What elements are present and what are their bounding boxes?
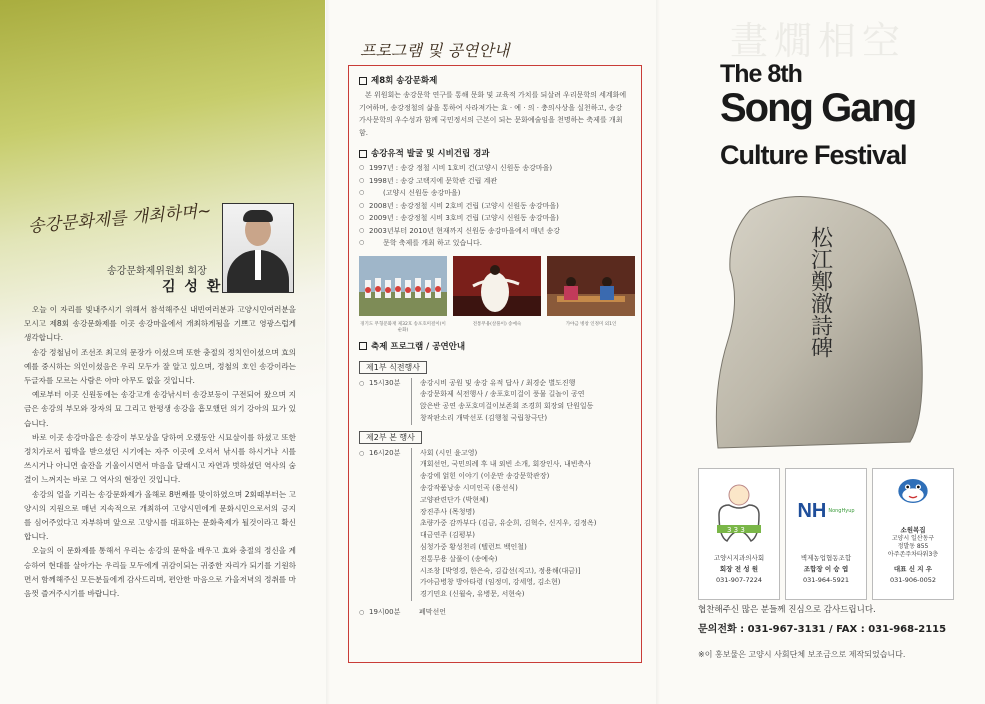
greeting-paragraph: 예로부터 이곳 신원동에는 송강고개 송강낚시터 송강보등이 구전되어 왔으며 지금은 송강의 부모와 장자의 묘 그리고 한평생 송강을 흠모했던 의기 강아의 묘가 있습니다. — [24, 390, 296, 428]
sponsor-card — [872, 468, 954, 600]
part1-time: ○ 15시30분 — [359, 378, 411, 425]
pufferfish-logo-icon — [879, 475, 947, 523]
sponsor-card — [785, 468, 867, 600]
closing-time: ○ 19시00분 — [359, 607, 411, 619]
festival-intro: 본 위원회는 송강문학 연구를 통해 문화 및 교육적 가치를 되살려 우리문학의 세계화에 기여하며, 송강정철의 삶을 통하여 사라져가는 효 · 예 · 의 · 충의사상을 실천하고, 송강 가사문학의 우수성과 함께 국민정서의 근본이 되는 문화예술임을 천명하는 축제를 개최함. — [359, 91, 627, 137]
section-heading-text: 축제 프로그램 / 공연안내 — [371, 341, 466, 352]
stone-inscription: 松江鄭澈詩碑 — [807, 226, 833, 358]
greeting-paragraph: 송강 정철님이 조선조 최고의 문장가 이셨으며 또한 충절의 정치인이셨으며 효의 예를 중시하는 의인이셨음은 우리 모두가 잘 알고 있으며, 정철의 호인 송강이라는 두글자를 모르는 사람은 아마 아무도 없을 것입니다. — [24, 347, 296, 386]
section-heading-program — [359, 340, 631, 352]
festival-title-line3: Culture Festival — [720, 140, 907, 170]
part1-label: 제1부 식전행사 — [359, 361, 427, 374]
program-title: 프로그램 및 공연안내 — [360, 41, 510, 60]
sponsor-address: 고양시 일산동구 — [891, 535, 935, 542]
history-item-continued — [359, 237, 631, 250]
program-item: 개회선언, 국민의례 후 내 외빈 소개, 회장인사, 내빈축사 — [420, 460, 592, 469]
program-item: 송강에 얽힌 이야기 (이운만 송강문학관장) — [420, 472, 550, 481]
program-item: 대금연주 (김평부) — [420, 531, 476, 540]
history-item: ○ 2008년 : 송강정철 시비 2호비 건립 (고양시 신원동 송강마을) — [359, 200, 631, 213]
funding-note: ※이 홍보물은 고양시 사회단체 보조금으로 제작되었습니다. — [698, 650, 906, 659]
sponsor-card — [698, 468, 780, 600]
part1-schedule — [359, 378, 631, 425]
program-item: 사회 (시인 윤고영) — [420, 448, 478, 457]
program-item: 송강시비 공원 및 송강 유적 답사 / 최경순 별도진행 — [420, 378, 576, 387]
drum-parade-image — [359, 256, 447, 316]
program-item: 장진주사 (목청명) — [420, 507, 476, 516]
checkbox-square-icon — [359, 77, 367, 85]
sponsor-phone: 031-964-5921 — [802, 576, 850, 584]
sponsor-person: 조합장 이 승 엽 — [803, 565, 849, 573]
sponsor-org: 벽제농업협동조합 — [800, 554, 852, 562]
poetry-monument-stone-image — [710, 190, 930, 450]
sponsor-phone: 031-907-7224 — [715, 576, 763, 584]
program-item: 심청가중 황성천리 (텔런트 백인철) — [420, 543, 527, 552]
performance-photos — [359, 256, 631, 334]
sponsor-org: 고양시지과의사회 — [713, 554, 765, 562]
part2-label: 제2부 본 행사 — [359, 431, 422, 444]
closing-schedule — [359, 607, 631, 619]
program-item: 송강작품낭송 시미인곡 (용선식) — [420, 484, 518, 493]
sponsor-list — [698, 468, 954, 600]
checkbox-square-icon — [359, 342, 367, 350]
greeting-paragraph: 오늘의 이 문화제를 통해서 우리는 송강의 문학을 배우고 효와 충절의 정신을 계승하여 현대를 살아가는 우리들 모두에게 귀감이되는 귀중한 자리가 되기를 기원하면서 함께해주신 모든분들에게 감사드리며, 편안한 마음으로 가을저녁의 정취를 마음껏 즐겨주시기를 바랍니다. — [24, 546, 296, 599]
history-item-continued — [359, 187, 631, 200]
program-item: 전통무용 살풀이 (송예숙) — [420, 554, 498, 563]
performance-photo — [547, 256, 635, 334]
dancer-image — [453, 256, 541, 316]
part2-schedule — [359, 448, 631, 601]
program-panel — [330, 0, 655, 704]
history-item: ○ 1998년 : 송강 고택지에 문학관 건립 계관 — [359, 175, 631, 188]
greeting-panel — [0, 0, 325, 704]
performance-photo — [453, 256, 541, 334]
greeting-paragraph: 바로 이곳 송강마을은 송강이 부모상을 당하여 오랬동안 시묘살이를 하셨고 또한 정치가로서 핍박을 받으셨던 시기에는 자주 이곳에 오셔서 낚시를 하시거나 시를 쓰시거나 아니면 술잔을 기울이시면서 마음을 달래시고 자연과 벗하셨던 역사의 숨결이 느껴지는 바로 그 역사의 현장인 것입니다. — [24, 432, 296, 485]
history-item: ○ 1997년 : 송강 정철 시비 1호비 건(고양시 신원동 송강마을) — [359, 162, 631, 175]
photo-caption: 전통무용(살풀이) 송예숙 — [472, 321, 522, 327]
greeting-paragraph: 오늘 이 자리를 빛내주시기 위해서 참석해주신 내빈여러분과 고양시민여러분을 모시고 제8회 송강문화제를 이곳 송강마을에서 개최하게됨을 기쁘고 영광스럽게 생각합니다. — [24, 305, 296, 343]
section-heading-history — [359, 147, 631, 159]
history-list — [359, 162, 631, 250]
program-item: 초량가중 감까부다 (김금, 유순희, 김혁수, 신지우, 김정옥) — [420, 519, 597, 528]
festival-title-line2: Song Gang — [720, 86, 916, 130]
photo-caption: 경기도 무형문화재 제32호 송포호미걸이(이순화) — [360, 321, 446, 333]
program-item: 가야금병창 방아타령 (임정미, 강세영, 김소현) — [420, 578, 561, 587]
sponsor-phone: 031-906-0052 — [889, 576, 937, 584]
sponsor-person: 회장 전 성 원 — [719, 565, 759, 573]
history-item-text: 문학 축제를 개최 하고 있습니다. — [383, 239, 483, 247]
gayageum-image — [547, 256, 635, 316]
nh-logo-subtext: NongHyup — [828, 508, 855, 514]
part1-items — [411, 378, 593, 425]
chairman-role: 송강문화제위원회 회장 — [107, 266, 207, 277]
sponsor-thanks: 협찬해주신 많은 분들께 진심으로 감사드립니다. — [698, 605, 876, 615]
performance-photo — [359, 256, 447, 334]
festival-title-line1: The 8th — [720, 60, 802, 88]
nh-logo-text: NH — [797, 499, 827, 522]
checkbox-square-icon — [359, 150, 367, 158]
history-item-text: (고양시 신원동 송강마을) — [383, 189, 461, 197]
dentist-tooth-logo-icon — [705, 475, 773, 547]
program-item: 송강문화제 식전행사 / 송포호미걸이 풍물 길놀이 공연 — [420, 390, 585, 399]
greeting-paragraph: 송강의 얼을 기리는 송강문화제가 올해로 8번째를 맞이하였으며 2회때부터는 고양시의 지원으로 매년 지속적으로 개최하여 고양시민에게 문화시민으로서의 긍지를 심어주었다고 자부하며 앞으로 고양시를 대표하는 문화축제가 될것이라고 확신합니다. — [24, 489, 296, 542]
sponsor-address: 정발동 855 — [897, 543, 929, 550]
part2-time: ○ 16시20분 — [359, 448, 411, 601]
photo-caption: 가야금 병창 인정미 외1인 — [565, 321, 617, 327]
sponsor-person: 대표 신 지 우 — [893, 565, 933, 573]
history-item: ○ 2003년부터 2010년 현재까지 신원동 송강마을에서 매년 송강 — [359, 225, 631, 238]
contact-info: 문의전화 : 031-967-3131 / FAX : 031-968-2115 — [698, 624, 947, 635]
program-box — [348, 65, 642, 663]
cover-panel — [660, 0, 985, 704]
section-heading-text: 제8회 송강문화제 — [371, 76, 438, 86]
program-item: 경기민요 (신월숙, 유병문, 서현숙) — [420, 590, 525, 599]
history-item: ○ 2009년 : 송강정철 시비 3호비 건립 (고양시 신원동 송강마을) — [359, 212, 631, 225]
program-item: 고양관련단가 (박현체) — [420, 495, 489, 504]
program-item: 시조창 [박영경, 한은숙, 김갑선(직고), 정용해(대금)] — [420, 566, 581, 575]
calligraphy-watermark: 晝燗相空 — [730, 19, 907, 63]
greeting-body — [24, 303, 296, 601]
part2-items — [411, 448, 596, 601]
closing-item: 폐막선언 — [419, 608, 447, 617]
program-item: 창작판소리 개막선포 (김행철 국립창극단) — [420, 413, 548, 422]
svg-text:3 3 3: 3 3 3 — [727, 526, 745, 534]
sponsor-org: 소원복집 — [900, 526, 926, 534]
sponsor-address: 아주존주차타워3층 — [887, 551, 939, 558]
section-heading-festival — [359, 74, 631, 86]
greeting-heading: 송강문화제를 개최하며~ — [27, 201, 213, 237]
section-heading-text: 송강유적 발굴 및 시비건립 경과 — [371, 149, 490, 159]
chairman-name: 김 성 환 — [162, 279, 223, 295]
chairman-photo — [222, 203, 294, 293]
nh-logo-icon — [792, 475, 860, 547]
program-item: 앉은반 공연 송포호미걸이보존회 조경희 회장외 단원일동 — [420, 402, 594, 411]
